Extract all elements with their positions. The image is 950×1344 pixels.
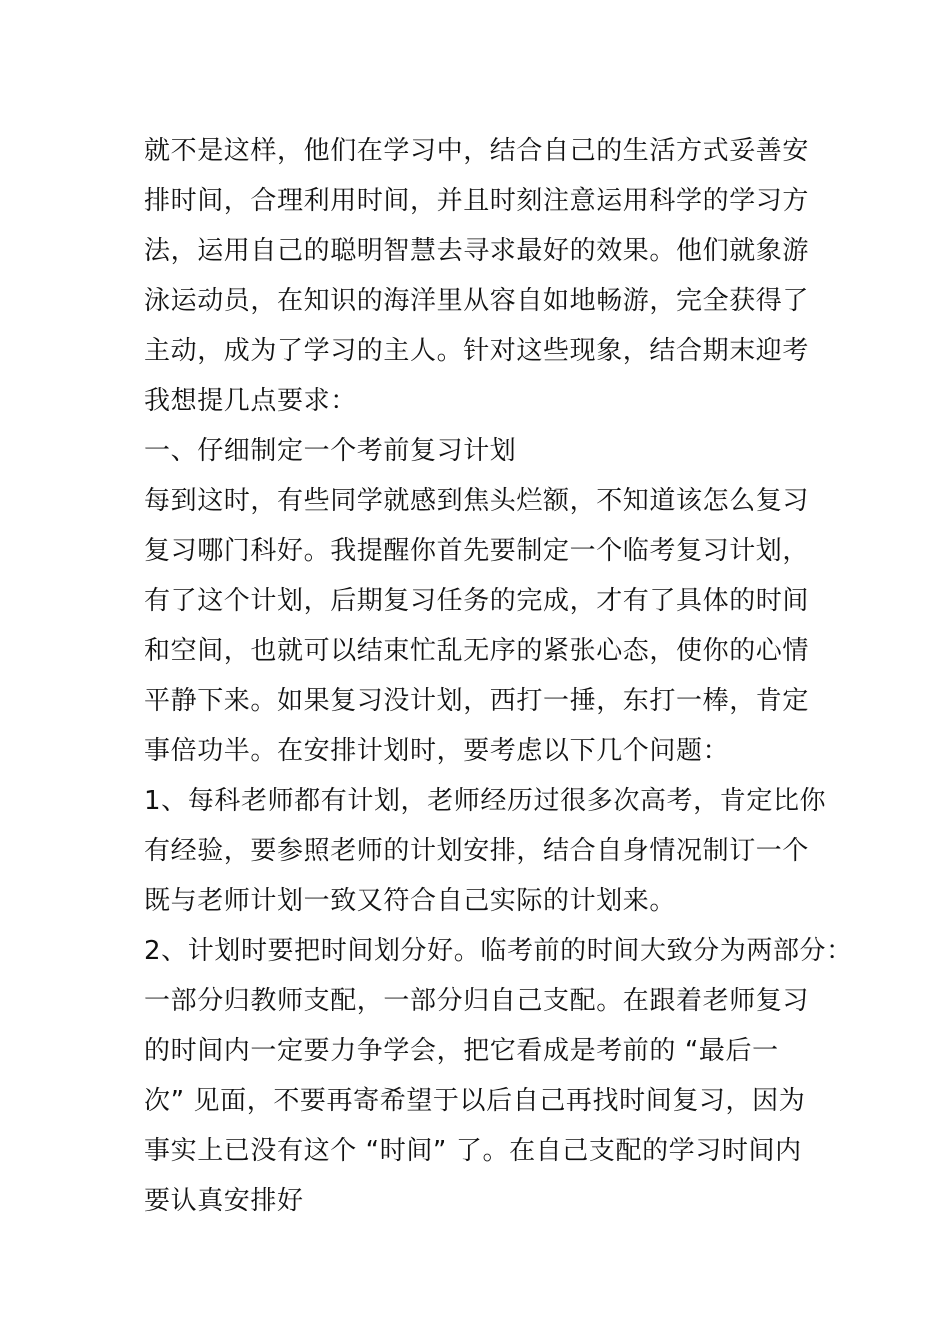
- text-line: 一部分归教师支配，一部分归自己支配。在跟着老师复习: [144, 986, 810, 1016]
- text-line: 事倍功半。在安排计划时，要考虑以下几个问题：: [144, 736, 730, 766]
- text-line: 法，运用自己的聪明智慧去寻求最好的效果。他们就象游: [144, 236, 810, 266]
- text-line: 我想提几点要求：: [144, 386, 357, 416]
- text-line: 就不是这样，他们在学习中，结合自己的生活方式妥善安: [144, 136, 810, 166]
- text-line: 复习哪门科好。我提醒你首先要制定一个临考复习计划，: [144, 536, 810, 566]
- text-line: 和空间，也就可以结束忙乱无序的紧张心态，使你的心情: [144, 636, 810, 666]
- text-line: 既与老师计划一致又符合自己实际的计划来。: [144, 886, 677, 916]
- list-item-1: 1、每科老师都有计划，老师经历过很多次高考，肯定比你: [144, 786, 827, 816]
- text-line: 的时间内一定要力争学会，把它看成是考前的 “最后一: [144, 1036, 779, 1066]
- text-line: 主动，成为了学习的主人。针对这些现象，结合期末迎考: [144, 336, 810, 366]
- text-line: 次” 见面，不要再寄希望于以后自己再找时间复习，因为: [144, 1086, 806, 1116]
- text-line: 泳运动员，在知识的海洋里从容自如地畅游，完全获得了: [144, 286, 810, 316]
- text-line: 平静下来。如果复习没计划，西打一捶，东打一棒，肯定: [144, 686, 810, 716]
- text-line: 有了这个计划，后期复习任务的完成，才有了具体的时间: [144, 586, 810, 616]
- list-item-2: 2、计划时要把时间划分好。临考前的时间大致分为两部分：: [144, 936, 853, 966]
- text-line: 要认真安排好: [144, 1186, 304, 1216]
- document-body: [144, 126, 853, 1226]
- text-line: 排时间，合理利用时间，并且时刻注意运用科学的学习方: [144, 186, 810, 216]
- section-heading: 一、仔细制定一个考前复习计划: [144, 436, 517, 466]
- text-line: 事实上已没有这个 “时间” 了。在自己支配的学习时间内: [144, 1136, 802, 1166]
- text-line: 每到这时，有些同学就感到焦头烂额，不知道该怎么复习: [144, 486, 810, 516]
- text-line: 有经验，要参照老师的计划安排，结合自身情况制订一个: [144, 836, 810, 866]
